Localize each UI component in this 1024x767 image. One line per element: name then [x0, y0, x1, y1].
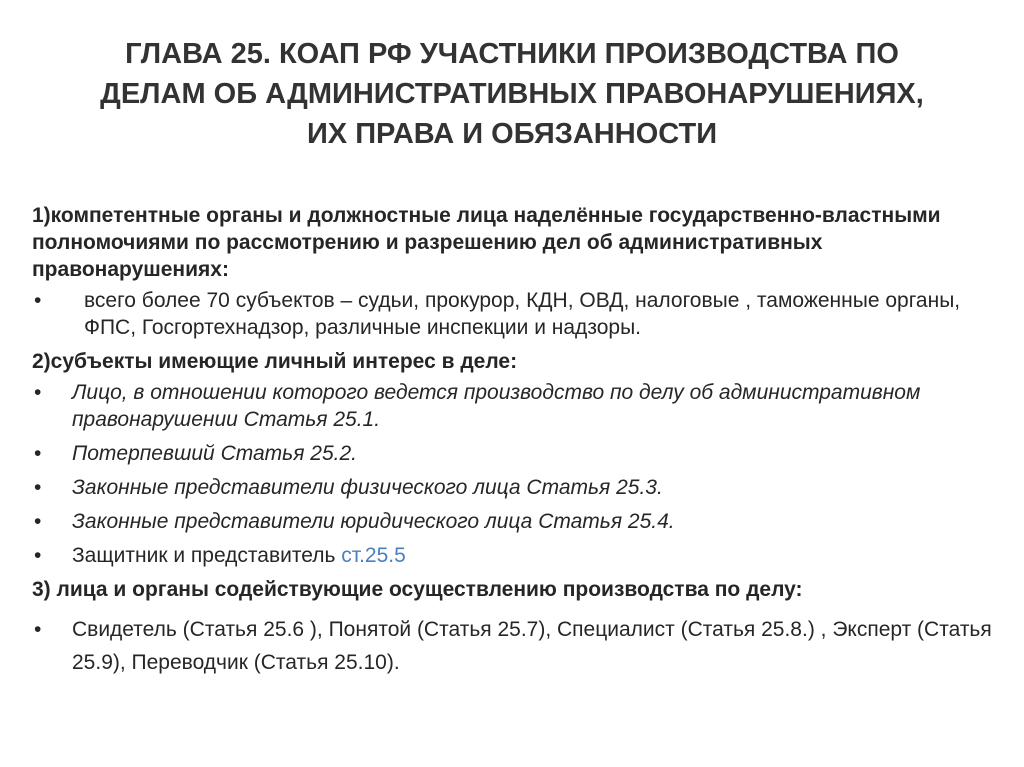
list-item-text: Защитник и представитель — [72, 544, 342, 567]
section-1-list — [32, 287, 992, 341]
list-item — [32, 474, 992, 501]
slide-title — [60, 34, 964, 154]
title-line-3: ИХ ПРАВА И ОБЯЗАННОСТИ — [306, 118, 718, 150]
list-item — [32, 613, 992, 679]
list-item — [32, 379, 992, 433]
bullet-icon: • — [34, 510, 42, 533]
list-item — [32, 287, 992, 341]
list-item — [32, 542, 992, 569]
list-item-text: всего более 70 субъектов – судьи, прокурор, КДН, ОВД, налоговые , таможенные органы, ФПС, Госгортехнадзор, различные инспекции и надзоры. — [84, 289, 961, 339]
article-25-5-link[interactable]: ст.25.5 — [341, 544, 406, 567]
bullet-icon: • — [34, 618, 42, 641]
list-item-text: Лицо, в отношении которого ведется производство по делу об административном правонарушении Статья 25.1. — [72, 381, 921, 431]
bullet-icon: • — [34, 381, 42, 404]
list-item-text: Свидетель (Статья 25.6 ), Понятой (Статья 25.7), Специалист (Статья 25.8.) , Эксперт (Статья 25.9), Переводчик (Статья 25.10). — [72, 618, 992, 674]
list-item-text: Законные представители юридического лица Статья 25.4. — [72, 510, 675, 533]
bullet-icon: • — [34, 544, 42, 567]
list-item — [32, 440, 992, 467]
bullet-icon: • — [34, 476, 42, 499]
list-item-text: Потерпевший Статья 25.2. — [72, 442, 357, 465]
bullet-icon: • — [34, 289, 42, 312]
section-3-heading: 3) лица и органы содействующие осуществлению производства по делу: — [32, 578, 803, 601]
section-2-list — [32, 379, 992, 569]
bullet-icon: • — [34, 442, 42, 465]
list-item — [32, 508, 992, 535]
section-2-heading: 2)субъекты имеющие личный интерес в деле: — [32, 350, 518, 373]
list-item-text: Законные представители физического лица Статья 25.3. — [72, 476, 663, 499]
section-1-heading: 1)компетентные органы и должностные лица наделённые государственно-властными полномочиями по рассмотрению и разрешению дел об административных правонарушениях: — [32, 204, 941, 281]
slide-body — [32, 202, 992, 686]
section-3-list — [32, 613, 992, 679]
title-line-2: ДЕЛАМ ОБ АДМИНИСТРАТИВНЫХ ПРАВОНАРУШЕНИЯХ, — [100, 78, 924, 110]
title-line-1: ГЛАВА 25. КОАП РФ УЧАСТНИКИ ПРОИЗВОДСТВА ПО — [125, 38, 899, 70]
